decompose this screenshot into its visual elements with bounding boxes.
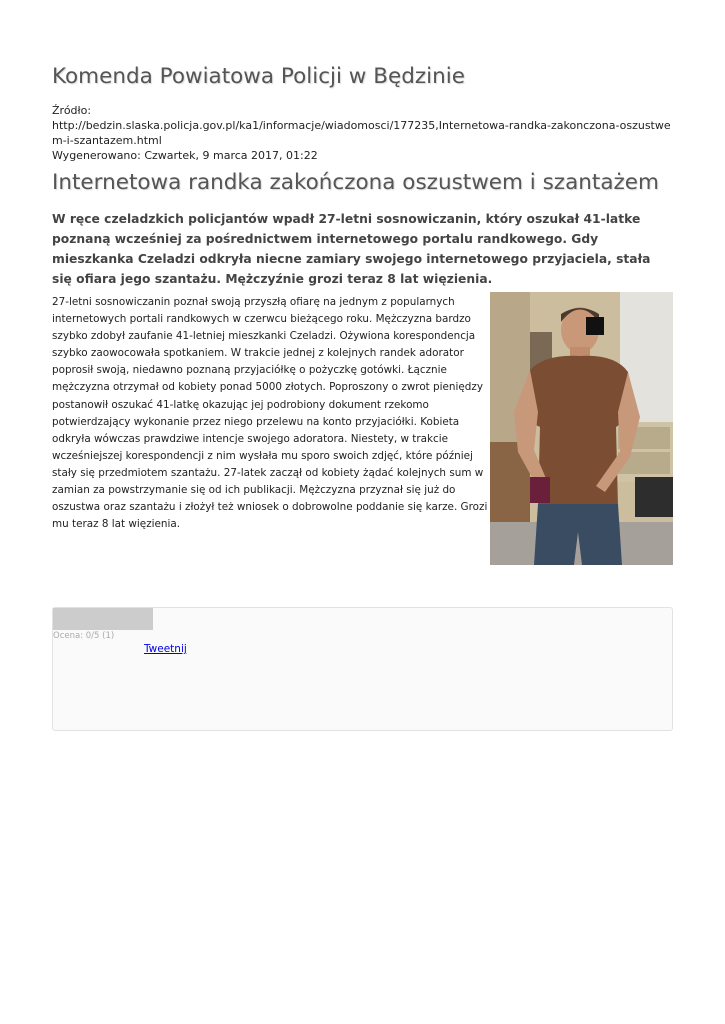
rating-text: Ocena: 0/5 (1) (53, 631, 115, 641)
document-meta (52, 103, 673, 163)
generated-date: Wygenerowano: Czwartek, 9 marca 2017, 01:22 (52, 149, 318, 162)
site-title: Komenda Powiatowa Policji w Będzinie (52, 64, 465, 89)
source-label: Źródło: (52, 104, 92, 117)
article-photo (490, 292, 673, 565)
source-url: http://bedzin.slaska.policja.gov.pl/ka1/informacje/wiadomosci/177235,Internetowa-randka-zakonczona-oszustwem-i-szantazem.html (52, 119, 671, 147)
tweet-link[interactable]: Tweetnij (144, 643, 187, 655)
article-lead: W ręce czeladzkich policjantów wpadł 27-letni sosnowiczanin, który oszukał 41-latke poznaną wcześniej za pośrednictwem internetowego portalu randkowego. Gdy mieszkanka Czeladzi odkryła niecne zamiary swojego internetowego przyjaciela, stała się ofiara jego szantażu. Mężczyźnie grozi teraz 8 lat więzienia. (52, 212, 651, 286)
article-body: 27-letni sosnowiczanin poznał swoją przyszłą ofiarę na jednym z popularnych internetowych portali randkowych w czerwcu bieżącego roku. Mężczyzna bardzo szybko zdobył zaufanie 41-letniej mieszkanki Czeladzi. Ożywiona korespondencja szybko zaowocowała spotkaniem. W trakcie jednej z kolejnych randek adorator poprosił swoją, niedawno poznaną przyjaciółkę o pożyczkę gotówki. Łącznie mężczyzna otrzymał od kobiety ponad 5000 złotych. Poproszony o zwrot pieniędzy postanowił oszukać 41-latkę okazując jej podrobiony dokument rzekomo potwierdzający wykonanie przez niego przelewu na konto przyjaciółki. Kobieta odkryła wówczas prawdziwe intencje swojego adoratora. Niestety, w trakcie wcześniejszej korespondencji z nim wysłała mu sporo swoich zdjęć, które później stały się przedmiotem szantażu. 27-latek zaczął od kobiety żądać kolejnych sum w zamian za powstrzymanie się od ich publikacji. Mężczyzna przyznał się już do oszustwa oraz szantażu i złożył też wniosek o dobrowolne poddanie się karze. Grozi mu teraz 8 lat więzienia. (52, 296, 488, 531)
rating-stars[interactable] (53, 608, 153, 630)
rating-panel (52, 607, 673, 731)
article-title: Internetowa randka zakończona oszustwem i szantażem (52, 170, 659, 195)
